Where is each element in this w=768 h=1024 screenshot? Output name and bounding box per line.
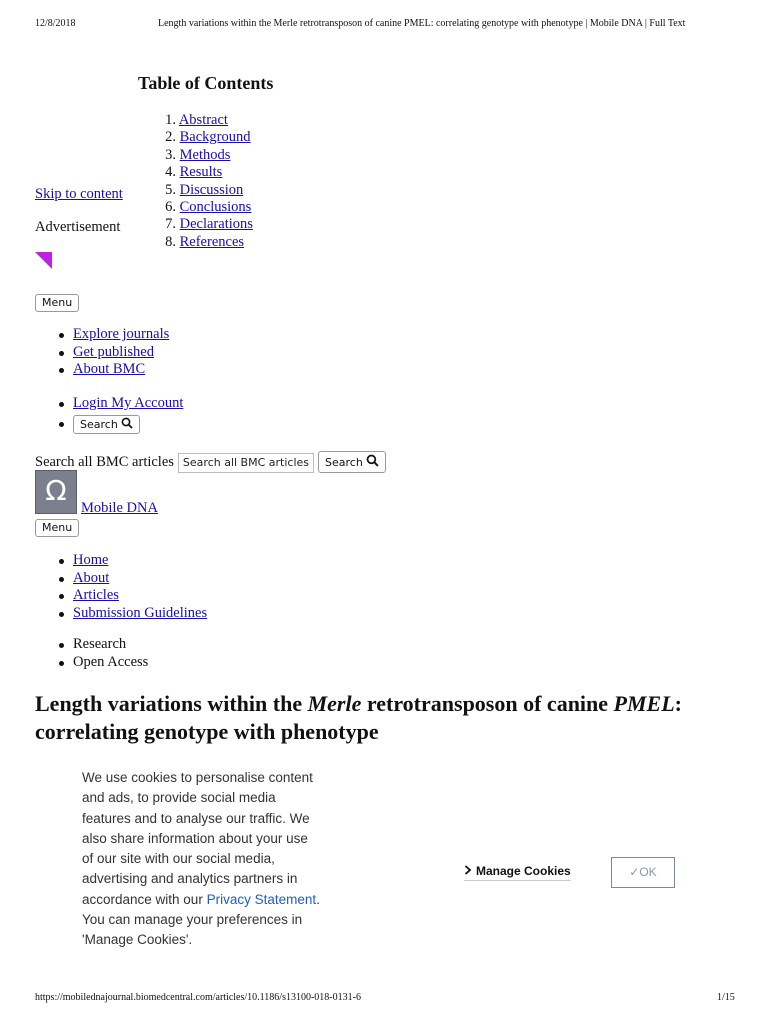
advertisement-label: Advertisement (35, 219, 121, 235)
search-icon (121, 417, 133, 429)
toc-link-abstract[interactable]: Abstract (178, 112, 228, 128)
toc-item: 4. Results (165, 164, 223, 181)
home-link[interactable]: Home (73, 552, 109, 568)
header-search-button[interactable]: Search (73, 415, 140, 434)
privacy-statement-link[interactable]: Privacy Statement (206, 891, 317, 907)
search-submit-button[interactable]: Search (318, 451, 386, 473)
toc-item: 7. Declarations (165, 216, 253, 233)
journal-logo[interactable] (35, 470, 77, 514)
journal-name-link[interactable]: Mobile DNA (81, 500, 158, 516)
manage-cookies-button[interactable]: Manage Cookies (464, 864, 571, 881)
explore-journals-link[interactable]: Explore journals (73, 326, 170, 342)
toc-heading: Table of Contents (138, 73, 274, 93)
toc-item: 1. Abstract (165, 112, 228, 128)
print-page-number: 1/15 (717, 992, 735, 1003)
open-access-tag: Open Access (73, 653, 149, 670)
article-tags (73, 636, 148, 671)
toc-link-results[interactable]: Results (179, 164, 223, 181)
omega-logo-icon: Ω (45, 474, 67, 507)
account-nav (73, 395, 183, 434)
print-url: https://mobilednajournal.biomedcentral.com/articles/10.1186/s13100-018-0131-6 (35, 992, 361, 1003)
toc-item: 2. Background (165, 129, 251, 146)
cookie-ok-button[interactable]: ✓OK (611, 857, 675, 888)
toc-item: 8. References (165, 233, 245, 250)
journal-nav-item (73, 605, 207, 623)
site-menu-button[interactable]: Menu (35, 294, 79, 312)
print-date: 12/8/2018 (35, 18, 76, 29)
toc-link-references[interactable]: References (179, 233, 245, 250)
toc-item: 5. Discussion (165, 181, 244, 198)
toc-item: 3. Methods (165, 146, 231, 163)
global-nav-item (73, 361, 169, 379)
search-icon (366, 454, 379, 467)
print-page-title: Length variations within the Merle retrotransposon of canine PMEL: correlating genotype with phenotype | Mobile DNA | Full Text (158, 18, 686, 29)
submission-guidelines-link[interactable]: Submission Guidelines (73, 604, 208, 621)
toc-link-methods[interactable]: Methods (179, 146, 231, 163)
search-input[interactable]: Search all BMC articles (178, 453, 314, 473)
login-link[interactable]: Login My Account (73, 395, 184, 411)
toc-link-discussion[interactable]: Discussion (179, 181, 244, 198)
account-nav-item (73, 415, 183, 434)
search-label: Search all BMC articles (35, 454, 174, 470)
journal-menu-button[interactable]: Menu (35, 519, 79, 537)
article-type-tag: Research (73, 636, 148, 654)
chevron-right-icon (464, 865, 472, 875)
about-bmc-link[interactable]: About BMC (73, 361, 146, 378)
global-nav-item (73, 344, 169, 362)
toc-item: 6. Conclusions (165, 199, 252, 216)
cookie-banner-text: We use cookies to personalise content and ads, to provide social media features and to analyse our traffic. We also share information about your use of our site with our social media, advertising and analytics partners in accordance with our Privacy Statement. You can manage your preferences in 'Manage Cookies'. (82, 770, 320, 948)
journal-nav-item (73, 570, 207, 588)
get-published-link[interactable]: Get published (73, 343, 154, 360)
toc-link-conclusions[interactable]: Conclusions (179, 199, 252, 216)
about-link[interactable]: About (73, 569, 110, 586)
search-bar (35, 451, 386, 473)
articles-link[interactable]: Articles (73, 587, 119, 604)
skip-to-content-link[interactable]: Skip to content (35, 186, 123, 202)
account-nav-item (73, 395, 183, 413)
journal-nav-item (73, 587, 207, 605)
toc-link-background[interactable]: Background (179, 129, 251, 146)
journal-nav (73, 552, 207, 622)
toc-list (158, 112, 253, 251)
toc-link-declarations[interactable]: Declarations (179, 216, 253, 233)
journal-nav-item (73, 552, 207, 570)
global-nav-item (73, 326, 169, 344)
global-nav (73, 326, 169, 379)
article-title: Length variations within the Merle retrotransposon of canine PMEL: correlating genotype with phenotype (35, 691, 682, 744)
ad-triangle-icon[interactable] (35, 252, 53, 270)
